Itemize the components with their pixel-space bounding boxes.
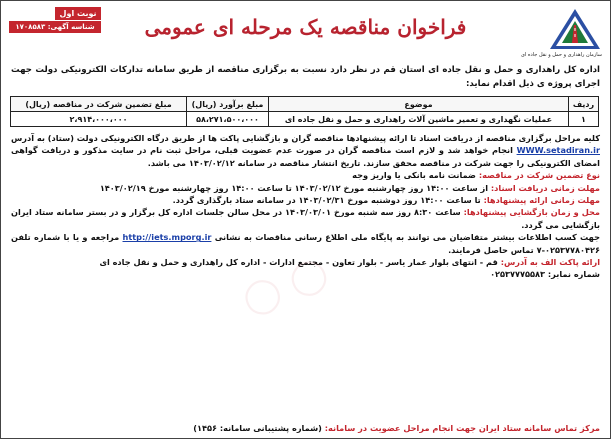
support-label: مرکز تماس سامانه ستاد ایران جهت انجام مراحل عضویت در سامانه: [324, 423, 600, 433]
page-title: فراخوان مناقصه یک مرحله ای عمومی [144, 15, 467, 39]
guarantee-type-label: نوع تضمین شرکت در مناقصه: [478, 170, 600, 181]
ad-id-badge: شناسه آگهی: ۱۷۰۸۵۸۳ [9, 21, 101, 33]
envelope-address-value: قم - انتهای بلوار عمار یاسر - بلوار تعاون - مجتمع ادارات - اداره کل راهداری و حمل و نقل جاده ای [99, 257, 501, 268]
header [1, 1, 610, 63]
cell-base-amount: ۵۸،۲۷۱،۵۰۰،۰۰۰ [187, 112, 269, 127]
support-line [11, 422, 600, 434]
envelope-address-line [11, 256, 600, 268]
turn-badge: نوبت اول [55, 7, 101, 20]
opening-value: ساعت ۸:۳۰ روز سه شنبه مورخ ۱۴۰۳/۰۳/۰۱ در محل سالن جلسات اداره کل برگزار و در بستر سامانه ستاد ایران بازگشایی می گردد. [11, 207, 600, 230]
notice-body [11, 132, 600, 281]
table-row [11, 112, 599, 127]
header-base-amount: مبلغ برآورد (ریال) [187, 97, 269, 112]
support-value: (شماره پشتیبانی سامانه: ۱۴۵۶) [193, 423, 325, 433]
setad-link[interactable]: WWW.setadiran.ir [516, 145, 600, 156]
process-paragraph [11, 132, 600, 169]
tender-table [10, 96, 599, 127]
info-paragraph [11, 231, 600, 256]
submission-deadline-line [11, 194, 600, 206]
header-subject: موضوع [269, 97, 569, 112]
info-text-b: مراجعه و یا با شماره تلفن ۰۲۵۳۷۷۸۰۴۲۶-۷ تماس حاصل فرمایند. [11, 232, 600, 255]
header-row-number: ردیف [569, 97, 599, 112]
cell-guarantee-amount: ۲،۹۱۴،۰۰۰،۰۰۰ [11, 112, 187, 127]
documents-deadline-value: از ساعت ۱۴:۰۰ روز چهارشنبه مورخ ۱۴۰۳/۰۲/۱۲ تا ساعت ۱۴:۰۰ روز چهارشنبه مورخ ۱۴۰۳/۰۲/۱۹ [99, 182, 491, 193]
guarantee-type-line [11, 169, 600, 181]
cell-row-number: ۱ [569, 112, 599, 127]
envelope-address-label: ارائه پاکت الف به آدرس: [500, 257, 600, 268]
fax-line: شماره نمابر: ۰۲۵۳۷۷۷۵۵۸۳ [490, 269, 600, 280]
guarantee-type-value: ضمانت نامه بانکی یا واریز وجه [352, 170, 479, 181]
cell-subject: عملیات نگهداری و تعمیر ماشین آلات راهداری و حمل و نقل جاده ای [269, 112, 569, 127]
intro-text: اداره کل راهداری و حمل و نقل جاده ای استان قم در نظر دارد نسبت به برگزاری مناقصه از طریق سامانه تدارکات الکترونیکی دولت جهت اجرای پروژه ی ذیل اقدام نماید: [11, 65, 600, 89]
header-guarantee-amount: مبلغ تضمین شرکت در مناقصه (ریال) [11, 97, 187, 112]
opening-label: محل و زمان بازگشایی پیشنهادها: [463, 207, 600, 218]
logo-caption: سازمان راهداری و حمل و نقل جاده ای [521, 52, 602, 58]
info-text-a: جهت کسب اطلاعات بیشتر متقاضیان می توانند به پایگاه ملی اطلاع رسانی مناقصات به نشانی [211, 232, 600, 243]
ad-badge [9, 7, 101, 33]
process-text-b: انجام خواهد شد و لازم است مناقصه گران در صورت عدم عضویت قبلی، مراحل ثبت نام در سایت مذکور و دریافت گواهی امضای الکترونیکی را جهت شرکت در مناقصه محقق سازند. تاریخ انتشار مناقصه در سامانه ۱۴۰۳/۰۲/۱۲ می باشد. [11, 145, 600, 168]
documents-deadline-line [11, 182, 600, 194]
process-text-a: کلیه مراحل برگزاری مناقصه از دریافت اسناد تا ارائه پیشنهادها مناقصه گران و بازگشایی پاکت ها از طریق درگاه الکترونیکی دولت (ستاد) به آدرس [11, 133, 600, 143]
submission-deadline-value: تا ساعت ۱۴:۰۰ روز دوشنبه مورخ ۱۴۰۳/۰۲/۳۱ در سامانه ستاد بارگذاری گردد. [172, 195, 484, 206]
iets-link[interactable]: http://iets.mporg.ir [122, 232, 212, 243]
submission-deadline-label: مهلت زمانی ارائه پیشنهادها: [483, 195, 600, 206]
documents-deadline-label: مهلت زمانی دریافت اسناد: [490, 182, 600, 193]
table-header-row [11, 97, 599, 112]
opening-line [11, 206, 600, 231]
watermark-icon: ◯ ◯ [236, 250, 334, 322]
